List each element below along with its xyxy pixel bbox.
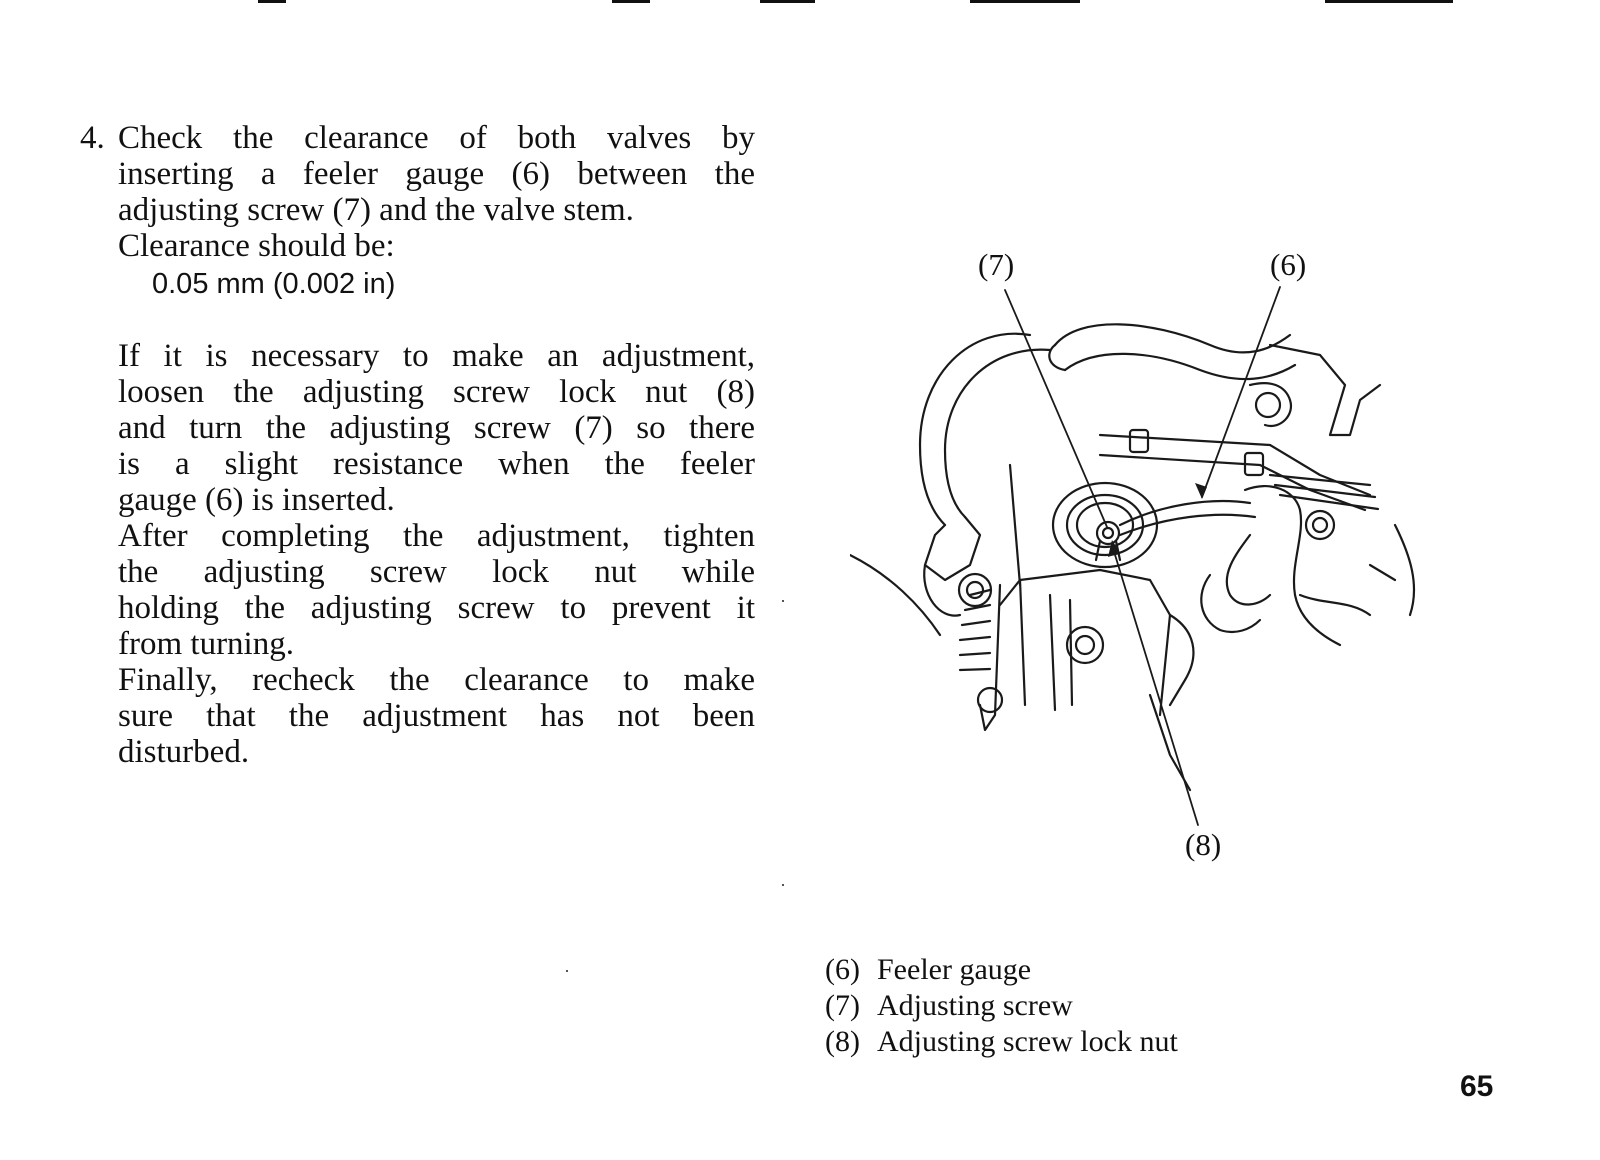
top-rule bbox=[760, 0, 815, 3]
print-speck bbox=[566, 970, 568, 972]
callout-adjusting-screw: (7) bbox=[978, 247, 1015, 282]
step-number: 4. bbox=[80, 120, 105, 156]
callout-feeler-gauge: (6) bbox=[1270, 247, 1307, 282]
spec-value: 0.05 mm (0.002 in) bbox=[152, 268, 396, 300]
legend-number: (7) bbox=[825, 989, 860, 1022]
valve-adjustment-illustration bbox=[850, 235, 1430, 895]
step-body bbox=[118, 120, 755, 770]
recheck-line: disturbed. bbox=[118, 734, 250, 770]
recheck-line: Finally, recheck the clearance to make bbox=[118, 662, 755, 698]
callout-lock-nut: (8) bbox=[1185, 827, 1222, 862]
adjust-paragraph bbox=[118, 338, 755, 770]
legend-item bbox=[825, 988, 1178, 1024]
top-rule bbox=[970, 0, 1080, 3]
print-speck bbox=[782, 884, 784, 886]
intro-line: inserting a feeler gauge (6) between the bbox=[118, 156, 755, 192]
adjust-line: and turn the adjusting screw (7) so there bbox=[118, 410, 755, 446]
top-rule bbox=[258, 0, 286, 3]
spec-label: Clearance should be: bbox=[118, 228, 395, 264]
recheck-line: sure that the adjustment has not been bbox=[118, 698, 755, 734]
tighten-line: After completing the adjustment, tighten bbox=[118, 518, 755, 554]
adjust-line: gauge (6) is inserted. bbox=[118, 482, 395, 518]
legend-label: Adjusting screw lock nut bbox=[877, 1025, 1178, 1058]
legend-number: (8) bbox=[825, 1025, 860, 1058]
print-speck bbox=[782, 600, 784, 602]
legend-label: Adjusting screw bbox=[877, 989, 1073, 1022]
tighten-line: from turning. bbox=[118, 626, 294, 662]
adjust-line: loosen the adjusting screw lock nut (8) bbox=[118, 374, 755, 410]
engine-head-drawing bbox=[850, 235, 1430, 895]
adjust-line: If it is necessary to make an adjustment, bbox=[118, 338, 755, 374]
adjust-line: is a slight resistance when the feeler bbox=[118, 446, 755, 482]
intro-line: Check the clearance of both valves by bbox=[118, 120, 755, 156]
intro-line: adjusting screw (7) and the valve stem. bbox=[118, 192, 634, 228]
page-number: 65 bbox=[1460, 1070, 1494, 1103]
legend-item bbox=[825, 1024, 1178, 1060]
legend-number: (6) bbox=[825, 953, 860, 986]
tighten-line: the adjusting screw lock nut while bbox=[118, 554, 755, 590]
legend-label: Feeler gauge bbox=[877, 953, 1032, 986]
step-4 bbox=[80, 120, 755, 770]
tighten-line: holding the adjusting screw to prevent it bbox=[118, 590, 755, 626]
legend-item bbox=[825, 952, 1178, 988]
figure-legend bbox=[825, 952, 1178, 1060]
top-rule bbox=[1325, 0, 1453, 3]
top-rule bbox=[612, 0, 650, 3]
